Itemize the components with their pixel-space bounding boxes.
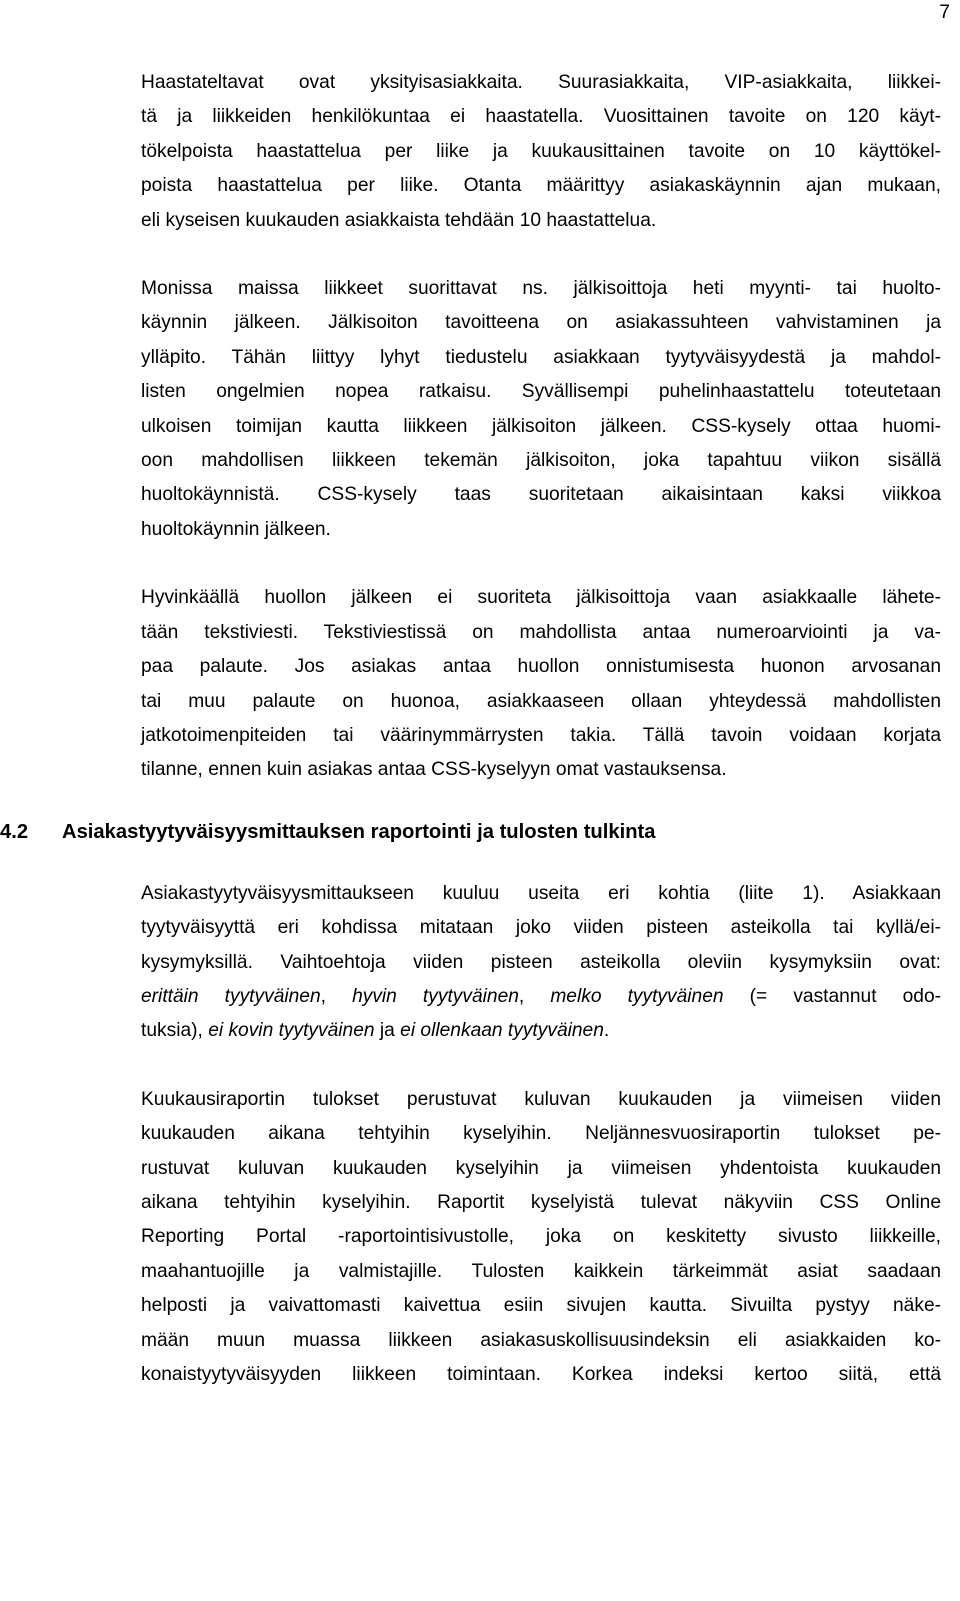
text-line: helposti ja vaivattomasti kaivettua esiin sivujen kautta. Sivuilta pystyy näke- <box>141 1295 941 1317</box>
section-number: 4.2 <box>0 820 29 843</box>
text-line: jatkotoimenpiteiden tai väärinymmärrysten takia. Tällä tavoin voidaan korjata <box>141 724 941 746</box>
text-line: mään muun muassa liikkeen asiakasuskollisuusindeksin eli asiakkaiden ko- <box>141 1329 941 1351</box>
text-line: tyytyväisyyttä eri kohdissa mitataan joko viiden pisteen asteikolla tai kyllä/ei- <box>141 917 941 939</box>
paragraph-follow-up-calls <box>141 272 941 547</box>
paragraph-hyvinkaa-sms <box>141 581 941 787</box>
document-body <box>0 66 942 1392</box>
scale-option: erittäin tyytyväinen <box>141 985 321 1007</box>
scale-option: ei kovin tyytyväinen <box>208 1020 375 1042</box>
text-line: paa palaute. Jos asiakas antaa huollon onnistumisesta huonon arvosanan <box>141 656 941 678</box>
text-fragment: ja <box>374 1020 401 1042</box>
text-fragment: . <box>603 1020 610 1042</box>
paragraph-measurement-scale <box>141 877 941 1049</box>
text-line: listen ongelmien nopea ratkaisu. Syvällisempi puhelinhaastattelu toteutetaan <box>141 381 941 403</box>
text-line: oon mahdollisen liikkeen tekemän jälkisoiton, joka tapahtuu viikon sisällä <box>141 450 941 472</box>
section-title: Asiakastyytyväisyysmittauksen raportointi ja tulosten tulkinta <box>62 820 656 843</box>
section-heading <box>0 818 941 846</box>
text-line: rustuvat kuluvan kuukauden kyselyihin ja viimeisen yhdentoista kuukauden <box>141 1157 941 1179</box>
text-fragment: , <box>320 985 353 1007</box>
text-line: huoltokäynnistä. CSS-kysely taas suoritetaan aikaisintaan kaksi viikkoa <box>141 484 941 506</box>
text-line: ulkoisen toimijan kautta liikkeen jälkisoiton jälkeen. CSS-kysely ottaa huomi- <box>141 415 941 437</box>
text-line: Haastateltavat ovat yksityisasiakkaita. Suurasiakkaita, VIP-asiakkaita, liikkei- <box>141 72 941 93</box>
page-number: 7 <box>939 2 950 23</box>
text-line: käynnin jälkeen. Jälkisoiton tavoitteena on asiakassuhteen vahvistaminen ja <box>141 312 941 334</box>
text-line: Kuukausiraportin tulokset perustuvat kuluvan kuukauden ja viimeisen viiden <box>141 1088 941 1110</box>
text-line <box>141 980 941 1014</box>
text-line: tökelpoista haastattelua per liike ja kuukausittainen tavoite on 10 käyttökel- <box>141 140 941 162</box>
text-line: tään tekstiviesti. Tekstiviestissä on mahdollista antaa numeroarviointi ja va- <box>141 621 941 643</box>
text-line: tä ja liikkeiden henkilökuntaa ei haastatella. Vuosittainen tavoite on 120 käyt- <box>141 106 941 128</box>
text-line: tai muu palaute on huonoa, asiakkaaseen ollaan yhteydessä mahdollisten <box>141 690 941 712</box>
text-line: kuukauden aikana tehtyihin kyselyihin. Neljännesvuosiraportin tulokset pe- <box>141 1123 941 1145</box>
text-line: Monissa maissa liikkeet suorittavat ns. jälkisoittoja heti myynti- tai huolto- <box>141 278 941 300</box>
text-line: Reporting Portal -raportointisivustolle, joka on keskitetty sivusto liikkeille, <box>141 1226 941 1248</box>
text-line: aikana tehtyihin kyselyihin. Raportit kyselyistä tulevat näkyviin CSS Online <box>141 1191 941 1213</box>
text-fragment: tuksia), <box>141 1020 209 1042</box>
scale-option: melko tyytyväinen <box>550 985 724 1007</box>
text-line: Hyvinkäällä huollon jälkeen ei suoriteta jälkisoittoja vaan asiakkaalle lähete- <box>141 587 941 609</box>
scale-option: hyvin tyytyväinen <box>352 985 519 1007</box>
scale-option: ei ollenkaan tyytyväinen <box>400 1020 604 1042</box>
text-line: tilanne, ennen kuin asiakas antaa CSS-kyselyyn omat vastauksensa. <box>141 759 727 781</box>
text-line <box>141 1014 941 1048</box>
text-line: maahantuojille ja valmistajille. Tulosten kaikkein tärkeimmät asiat saadaan <box>141 1260 941 1282</box>
paragraph-interviewees <box>141 66 941 238</box>
text-line: kysymyksillä. Vaihtoehtoja viiden pisteen asteikolla oleviin kysymyksiin ovat: <box>141 951 941 973</box>
text-line: poista haastattelua per liike. Otanta määrittyy asiakaskäynnin ajan mukaan, <box>141 175 941 197</box>
text-fragment: , <box>518 985 551 1007</box>
text-line: konaistyytyväisyyden liikkeen toimintaan. Korkea indeksi kertoo siitä, että <box>141 1364 941 1385</box>
text-line: eli kyseisen kuukauden asiakkaista tehdään 10 haastattelua. <box>141 209 657 231</box>
text-line: huoltokäynnin jälkeen. <box>141 518 331 540</box>
text-fragment: (= vastannut odo- <box>723 985 942 1007</box>
text-line: ylläpito. Tähän liittyy lyhyt tiedustelu asiakkaan tyytyväisyydestä ja mahdol- <box>141 346 941 368</box>
text-line: Asiakastyytyväisyysmittaukseen kuuluu useita eri kohtia (liite 1). Asiakkaan <box>141 882 941 904</box>
paragraph-reporting <box>141 1083 941 1393</box>
